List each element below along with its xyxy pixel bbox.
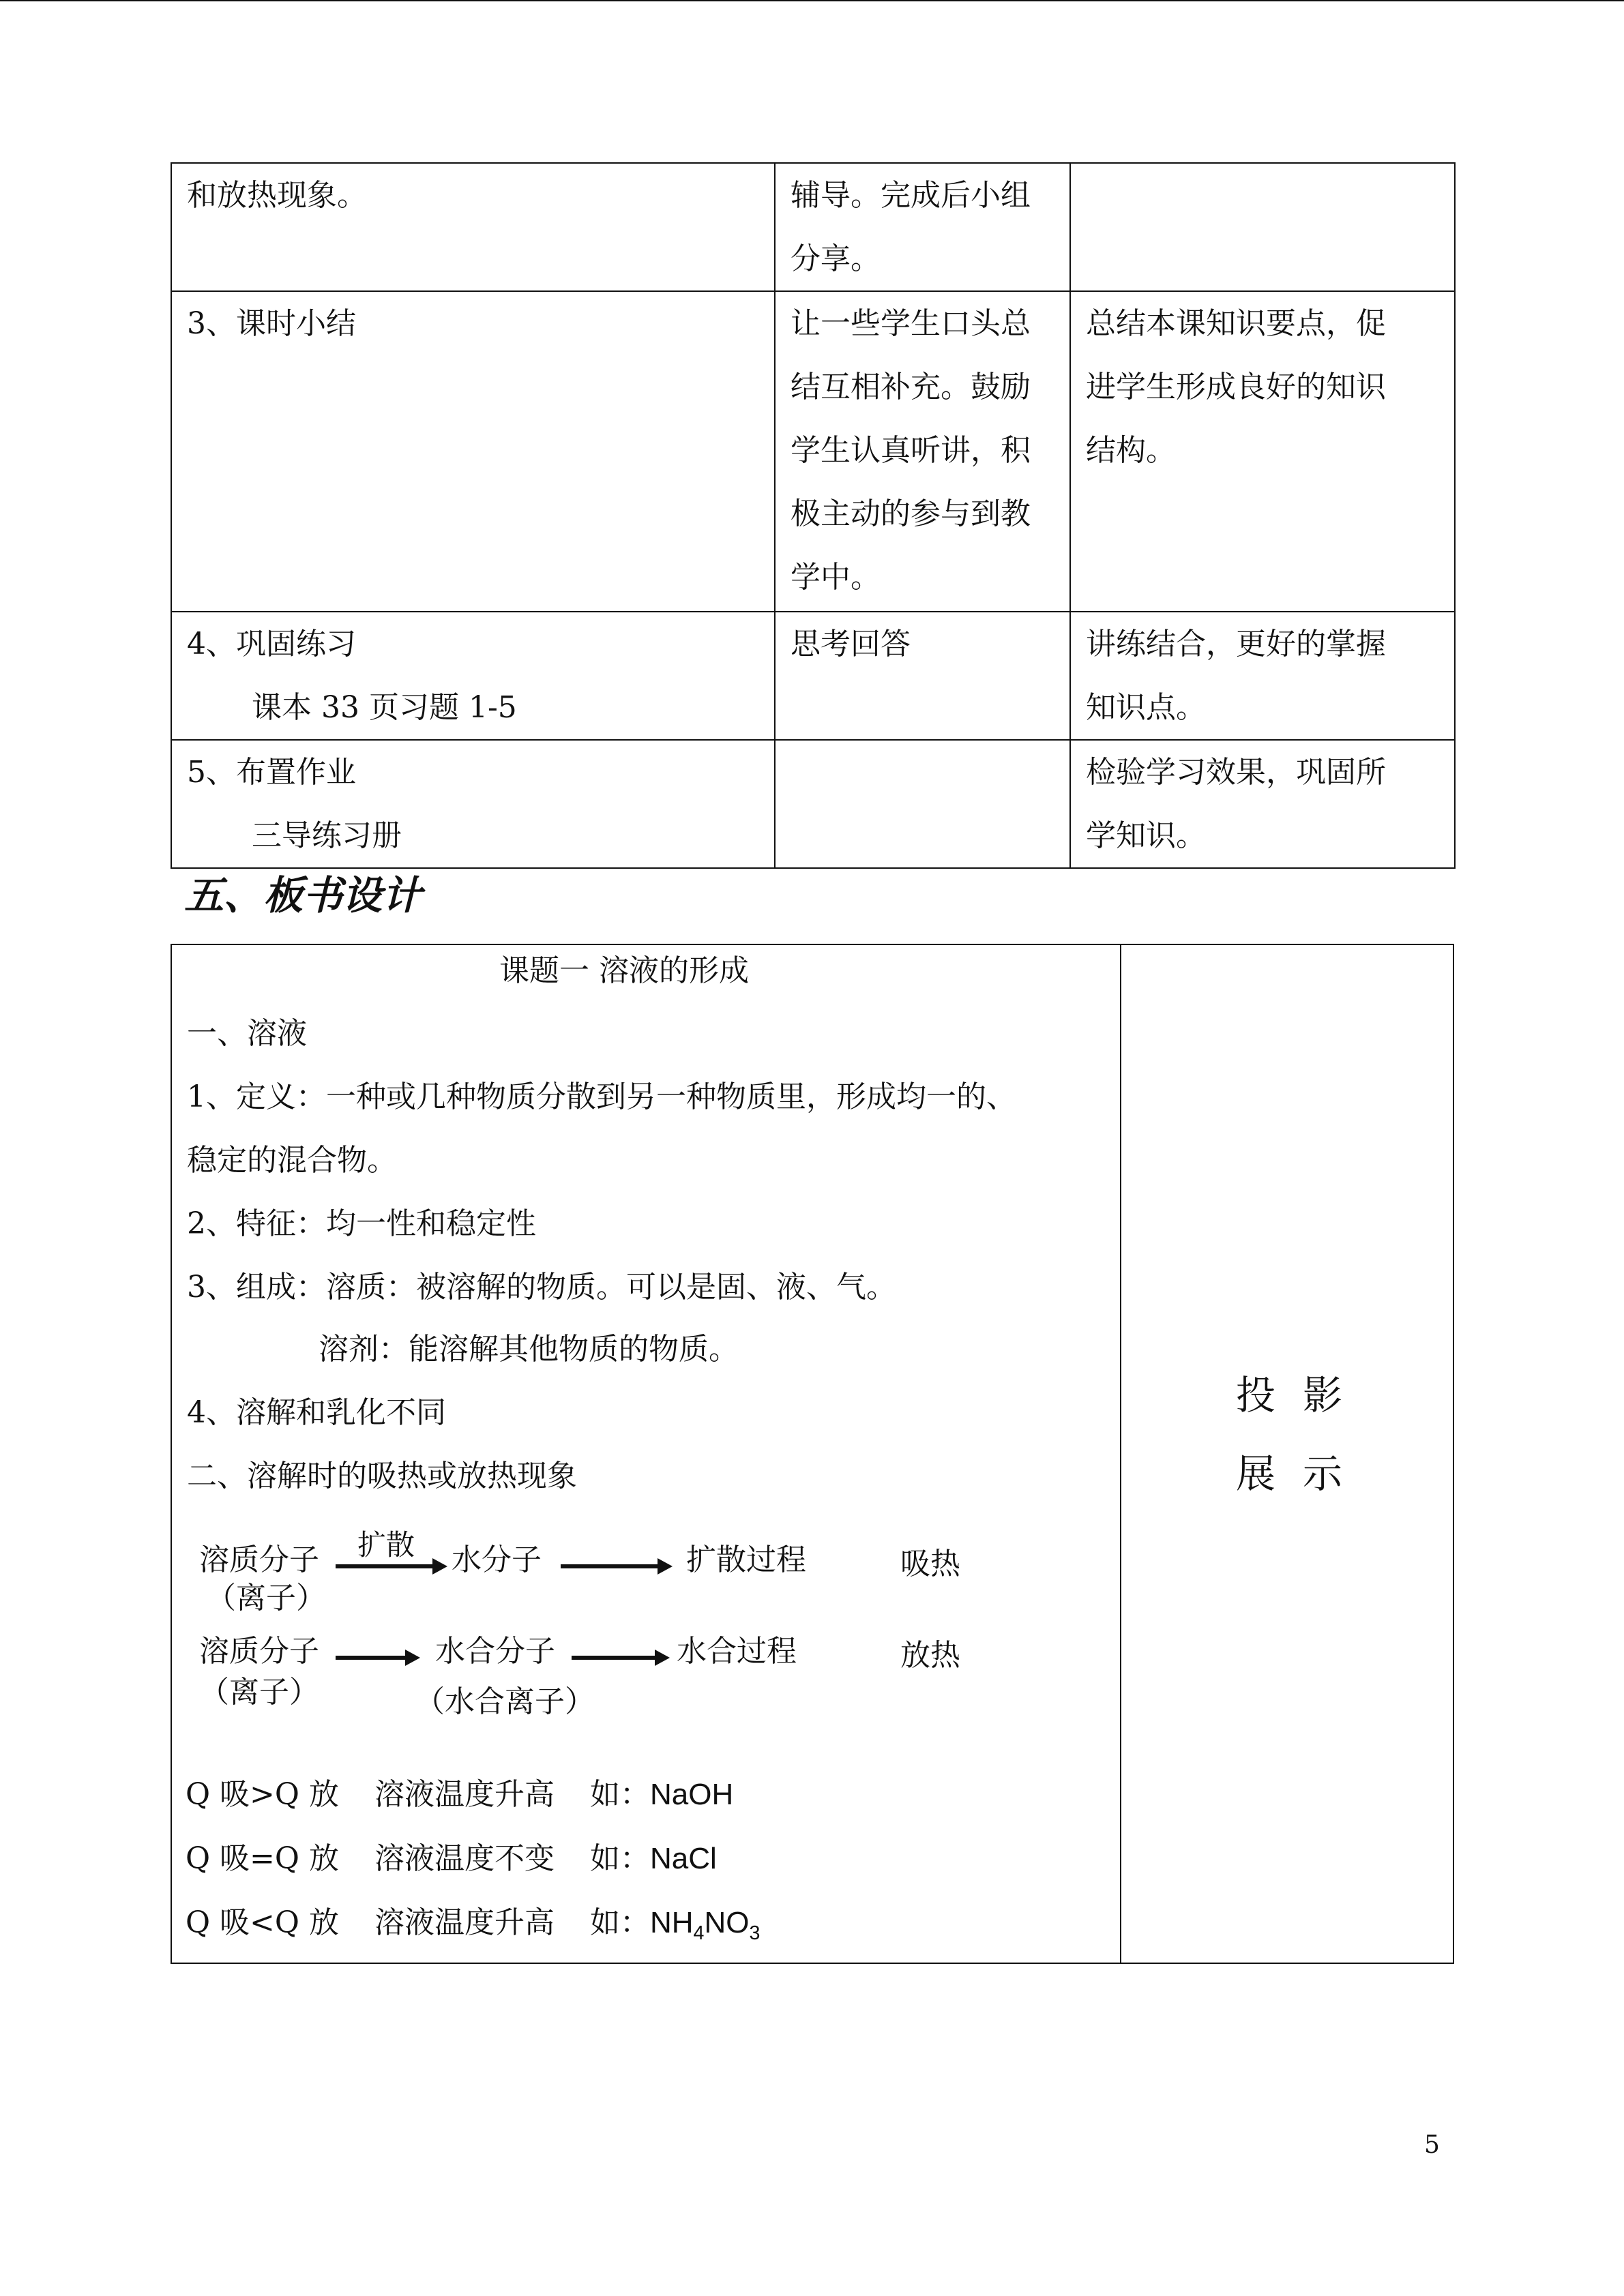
lesson-plan-table xyxy=(171,162,1456,869)
q-line: Q 吸<Q 放 溶液温度升高 如：$NH_4NO_3$ xyxy=(186,1905,761,1944)
table-row xyxy=(171,163,1455,291)
table-cell: 4、巩固练习 课本 33 页习题 1-5 xyxy=(171,612,775,740)
diagram-solute-sub: （离子） xyxy=(206,1581,326,1615)
board-line: 3、组成：溶质：被溶解的物质。可以是固、液、气。 xyxy=(187,1270,896,1304)
q-line: Q 吸>Q 放 溶液温度升高 如：NaOH xyxy=(186,1777,734,1812)
diagram-solute-sub: （离子） xyxy=(199,1675,319,1710)
board-line: 2、特征：均一性和稳定性 xyxy=(187,1206,536,1241)
table-row xyxy=(171,612,1455,740)
arrow xyxy=(336,1564,438,1568)
table-cell: 5、布置作业 三导练习册 xyxy=(171,740,775,868)
page-top-rule xyxy=(0,0,1624,1)
table-cell: 思考回答 xyxy=(775,612,1070,740)
projection-label: 展示 xyxy=(1236,1450,1370,1497)
board-line: 溶剂：能溶解其他物质的物质。 xyxy=(319,1332,739,1367)
diagram-solute: 溶质分子 xyxy=(199,1634,319,1669)
section-heading: 五、板书设计 xyxy=(184,872,422,919)
table-cell xyxy=(775,740,1070,868)
page-number: 5 xyxy=(1424,2131,1440,2159)
table-cell xyxy=(1070,163,1455,291)
table-row xyxy=(171,291,1455,612)
table-row xyxy=(171,740,1455,868)
diagram-effect: 放热 xyxy=(900,1638,960,1673)
diagram-water-molecule: 水分子 xyxy=(452,1542,542,1577)
table-cell: 总结本课知识要点，促 进学生形成良好的知识 结构。 xyxy=(1070,291,1455,612)
table-cell: 检验学习效果，巩固所 学知识。 xyxy=(1070,740,1455,868)
board-line: 一、溶液 xyxy=(187,1016,307,1051)
board-line: 4、溶解和乳化不同 xyxy=(187,1395,446,1430)
diagram-hydrated-molecule: 水合分子 xyxy=(435,1634,555,1669)
column-divider xyxy=(1120,945,1121,1963)
board-title: 课题一 溶液的形成 xyxy=(499,953,749,988)
diagram-solute: 溶质分子 xyxy=(199,1542,319,1577)
arrow xyxy=(336,1656,411,1660)
arrow xyxy=(561,1564,663,1568)
table-cell: 3、课时小结 xyxy=(171,291,775,612)
table-cell: 和放热现象。 xyxy=(171,163,775,291)
chemical-formula: $NH_4NO_3$ xyxy=(649,1906,761,1944)
board-line: 稳定的混合物。 xyxy=(187,1143,397,1178)
board-line: 二、溶解时的吸热或放热现象 xyxy=(187,1459,577,1493)
arrow-label: 扩散 xyxy=(357,1528,415,1562)
arrow xyxy=(572,1656,660,1660)
diagram-hydrated-sub: （水合离子） xyxy=(415,1684,595,1719)
table-cell: 讲练结合，更好的掌握 知识点。 xyxy=(1070,612,1455,740)
diagram-process: 水合过程 xyxy=(677,1634,797,1669)
board-line: 1、定义：一种或几种物质分散到另一种物质里，形成均一的、 xyxy=(187,1079,1016,1114)
table-cell: 辅导。完成后小组 分享。 xyxy=(775,163,1070,291)
diagram-process: 扩散过程 xyxy=(686,1542,806,1577)
projection-label: 投影 xyxy=(1236,1372,1370,1418)
q-line: Q 吸=Q 放 溶液温度不变 如：NaCl xyxy=(186,1841,717,1876)
blackboard-design-box xyxy=(171,944,1454,1964)
diagram-effect: 吸热 xyxy=(900,1547,960,1581)
table-cell: 让一些学生口头总 结互相补充。鼓励 学生认真听讲，积 极主动的参与到教 学中。 xyxy=(775,291,1070,612)
